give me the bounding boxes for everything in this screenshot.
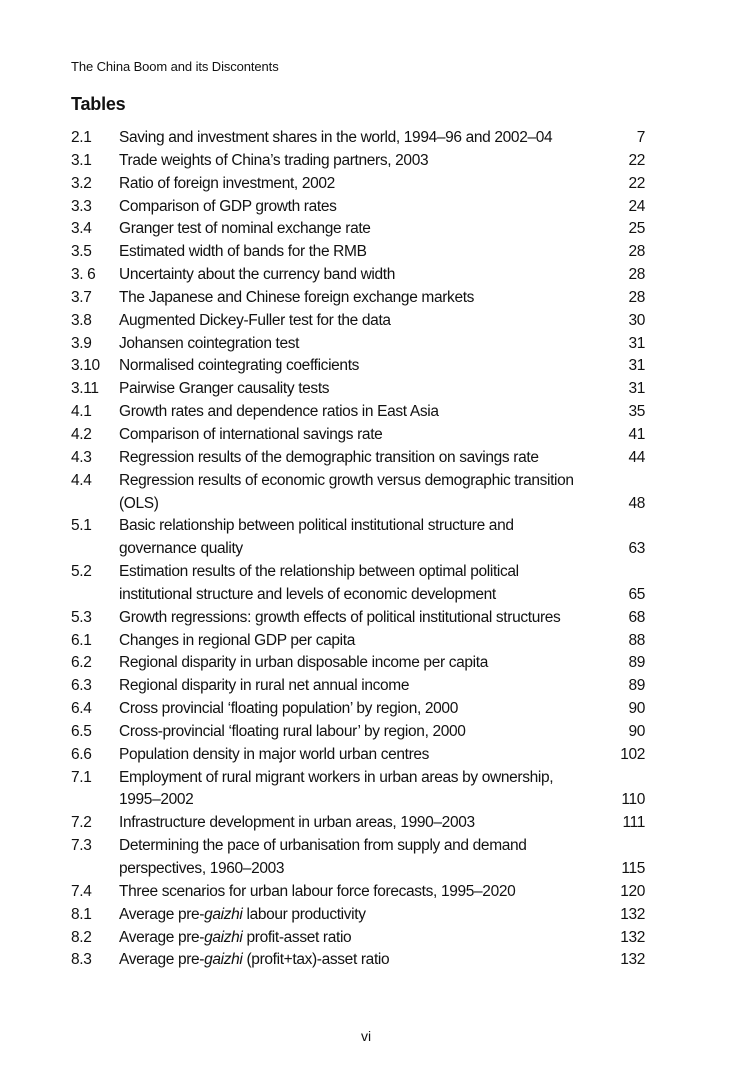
page-number: 28 <box>628 288 645 306</box>
table-number: 8.2 <box>71 928 92 946</box>
table-title: Average pre-gaizhi labour productivity <box>119 905 366 923</box>
page-number: 28 <box>628 266 645 284</box>
italic-term: gaizhi <box>204 951 243 969</box>
table-number: 3.7 <box>71 288 92 306</box>
toc-entry <box>71 310 645 333</box>
page-number: 63 <box>628 540 645 558</box>
table-title: Comparison of GDP growth rates <box>119 197 337 215</box>
table-title: Uncertainty about the currency band width <box>119 266 396 284</box>
table-number: 6.6 <box>71 745 92 763</box>
table-title: Growth regressions: growth effects of political institutional structures <box>119 608 561 626</box>
page-number: 28 <box>628 243 645 261</box>
table-title: Basic relationship between political institutional structure and governance quality <box>119 517 514 558</box>
table-title: Average pre-gaizhi profit-asset ratio <box>119 928 352 946</box>
table-title: Comparison of international savings rate <box>119 425 383 443</box>
table-title: Estimated width of bands for the RMB <box>119 243 367 261</box>
table-number: 3.10 <box>71 357 100 375</box>
page-number: 132 <box>620 928 645 946</box>
table-number: 6.2 <box>71 654 92 672</box>
table-number: 3.3 <box>71 197 92 215</box>
table-title: Normalised cointegrating coefficients <box>119 357 360 375</box>
table-title: Population density in major world urban centres <box>119 745 430 763</box>
table-number: 3.8 <box>71 311 92 329</box>
toc-entry <box>71 127 645 150</box>
table-title: Cross-provincial ‘floating rural labour’ by region, 2000 <box>119 722 466 740</box>
table-title: Ratio of foreign investment, 2002 <box>119 174 335 192</box>
toc-entry <box>71 515 645 561</box>
table-number: 3.9 <box>71 334 92 352</box>
page-number: 22 <box>628 151 645 169</box>
table-title: Johansen cointegration test <box>119 334 300 352</box>
page-number: 89 <box>628 677 645 695</box>
toc-entry <box>71 378 645 401</box>
toc-entry <box>71 652 645 675</box>
page-number: 25 <box>628 220 645 238</box>
table-number: 7.1 <box>71 768 92 786</box>
table-title: Three scenarios for urban labour force forecasts, 1995–2020 <box>119 882 516 900</box>
page-number: 31 <box>628 357 645 375</box>
table-title: Regression results of economic growth versus demographic transition (OLS) <box>119 471 574 512</box>
toc-entry <box>71 264 645 287</box>
table-number: 3.1 <box>71 151 92 169</box>
italic-term: gaizhi <box>204 905 243 923</box>
table-title: Pairwise Granger causality tests <box>119 380 330 398</box>
list-of-tables <box>71 127 645 972</box>
toc-entry <box>71 150 645 173</box>
toc-entry <box>71 561 645 607</box>
table-title: Regional disparity in rural net annual income <box>119 677 410 695</box>
page-number: 111 <box>622 814 645 832</box>
page-number: 89 <box>628 654 645 672</box>
table-title: The Japanese and Chinese foreign exchange markets <box>119 288 475 306</box>
table-title: Augmented Dickey-Fuller test for the data <box>119 311 391 329</box>
toc-entry <box>71 470 645 516</box>
toc-entry <box>71 196 645 219</box>
toc-entry <box>71 767 645 813</box>
page-number: 31 <box>628 334 645 352</box>
page-number: 44 <box>628 448 645 466</box>
table-number: 7.3 <box>71 837 92 855</box>
table-title: Cross provincial ‘floating population’ by region, 2000 <box>119 700 458 718</box>
toc-entry <box>71 218 645 241</box>
toc-entry <box>71 812 645 835</box>
page-number: 65 <box>628 585 645 603</box>
toc-entry <box>71 721 645 744</box>
table-title: Estimation results of the relationship between optimal political institutional structure and levels of economic development <box>119 563 519 603</box>
page-number: 30 <box>628 311 645 329</box>
table-number: 3.11 <box>71 380 99 398</box>
table-number: 2.1 <box>71 129 92 146</box>
toc-entry <box>71 927 645 950</box>
page-number: 90 <box>628 722 645 740</box>
toc-entry <box>71 355 645 378</box>
toc-entry <box>71 675 645 698</box>
toc-entry <box>71 881 645 904</box>
table-number: 6.4 <box>71 700 92 718</box>
running-head: The China Boom and its Discontents <box>71 59 279 74</box>
page-number: 48 <box>628 494 645 512</box>
page-number: 68 <box>628 608 645 626</box>
table-number: 3. 6 <box>71 266 96 284</box>
page-number: 22 <box>628 174 645 192</box>
table-title: Granger test of nominal exchange rate <box>119 220 371 238</box>
toc-entry <box>71 401 645 424</box>
table-number: 5.2 <box>71 563 92 581</box>
table-title: Growth rates and dependence ratios in East Asia <box>119 403 439 421</box>
toc-entry <box>71 904 645 927</box>
toc-entry <box>71 949 645 972</box>
page-number: 120 <box>620 882 645 900</box>
table-number: 5.1 <box>71 517 92 535</box>
table-title: Saving and investment shares in the world, 1994–96 and 2002–04 <box>119 129 553 146</box>
toc-entry <box>71 630 645 653</box>
table-number: 6.1 <box>71 631 92 649</box>
table-number: 3.4 <box>71 220 92 238</box>
table-title: Average pre-gaizhi (profit+tax)-asset ratio <box>119 951 390 969</box>
table-number: 8.3 <box>71 951 92 969</box>
page-number: 24 <box>628 197 645 215</box>
table-number: 3.2 <box>71 174 92 192</box>
table-title: Regional disparity in urban disposable income per capita <box>119 654 488 672</box>
page-number: 115 <box>621 860 645 877</box>
toc-entry <box>71 447 645 470</box>
italic-term: gaizhi <box>204 928 243 946</box>
page-number: 110 <box>621 791 645 809</box>
toc-entry <box>71 173 645 196</box>
page-number: 31 <box>628 380 645 398</box>
section-title: Tables <box>71 94 126 114</box>
toc-entry <box>71 287 645 310</box>
table-number: 3.5 <box>71 243 92 261</box>
toc-entry <box>71 835 645 881</box>
table-title: Employment of rural migrant workers in urban areas by ownership, 1995–2002 <box>119 768 554 809</box>
page-number: 132 <box>620 951 645 969</box>
table-number: 7.4 <box>71 882 92 900</box>
table-number: 4.4 <box>71 471 92 489</box>
page-number: 132 <box>620 905 645 923</box>
table-title: Infrastructure development in urban areas, 1990–2003 <box>119 814 475 832</box>
table-number: 4.1 <box>71 403 92 421</box>
table-number: 6.3 <box>71 677 92 695</box>
table-title: Regression results of the demographic transition on savings rate <box>119 448 539 466</box>
table-number: 4.3 <box>71 448 92 466</box>
table-number: 7.2 <box>71 814 92 832</box>
page-number: 102 <box>620 745 645 763</box>
toc-entry <box>71 241 645 264</box>
table-title: Determining the pace of urbanisation from supply and demand perspectives, 1960–2003 <box>119 837 527 877</box>
table-number: 5.3 <box>71 608 92 626</box>
page-number: 35 <box>628 403 645 421</box>
page-number: 41 <box>628 425 645 443</box>
page-folio: vi <box>360 1028 372 1044</box>
toc-entry <box>71 698 645 721</box>
table-title: Changes in regional GDP per capita <box>119 631 355 649</box>
toc-entry <box>71 333 645 356</box>
table-title: Trade weights of China’s trading partners, 2003 <box>119 151 429 169</box>
table-number: 6.5 <box>71 722 92 740</box>
toc-entry <box>71 424 645 447</box>
page-number: 7 <box>636 129 645 146</box>
page-number: 90 <box>628 700 645 718</box>
toc-entry <box>71 607 645 630</box>
table-number: 8.1 <box>71 905 92 923</box>
toc-entry <box>71 744 645 767</box>
page-number: 88 <box>628 631 645 649</box>
table-number: 4.2 <box>71 425 92 443</box>
